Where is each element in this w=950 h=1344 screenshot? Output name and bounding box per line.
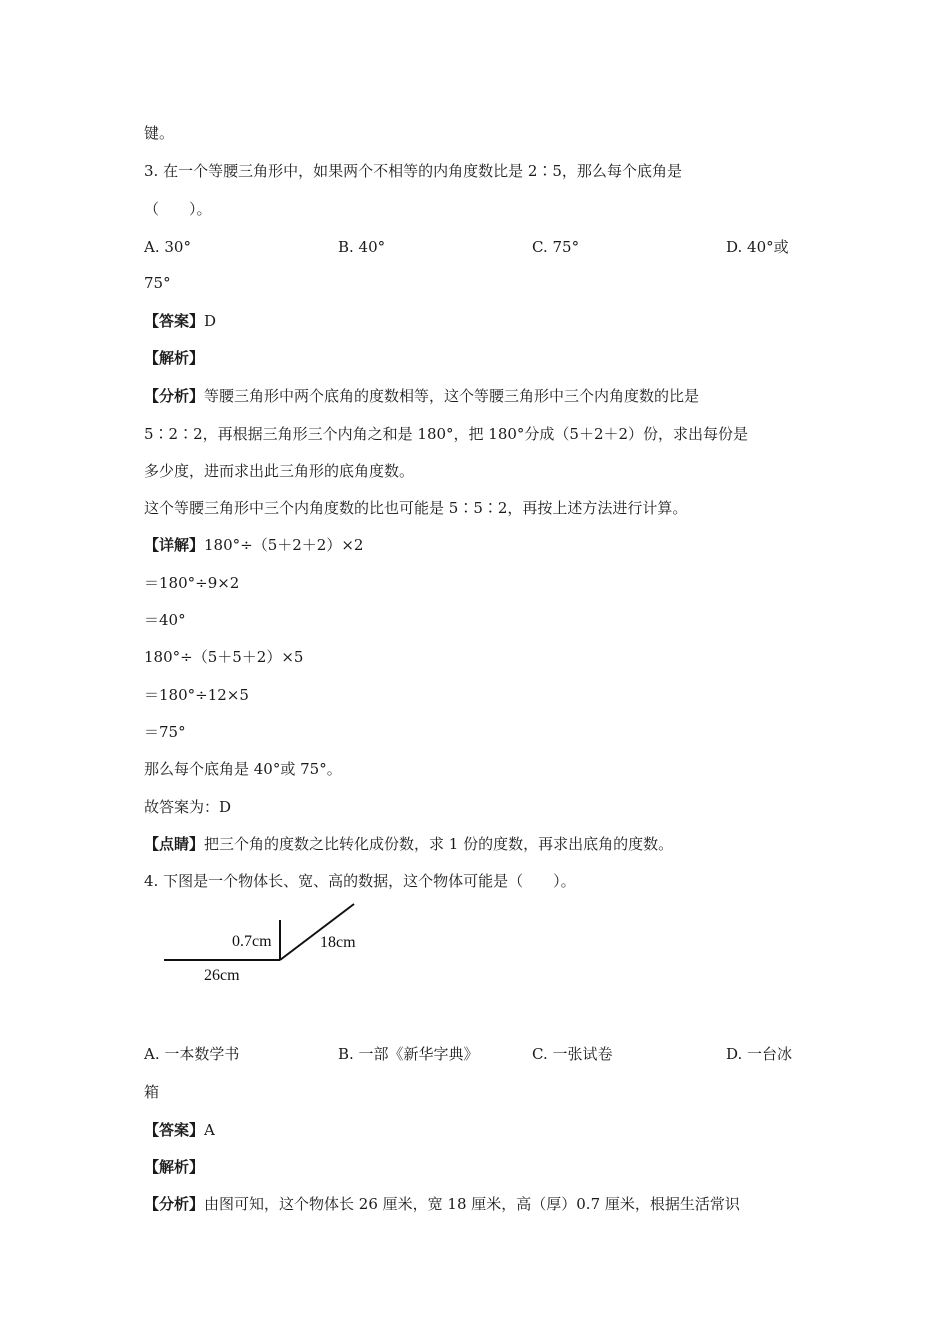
q3-detail-line <box>144 534 363 556</box>
height-label: 0.7cm <box>232 933 272 950</box>
q4-analysis-heading: 【解析】 <box>144 1158 205 1176</box>
q3-analysis-line: 多少度，进而求出此三角形的底角度数。 <box>144 462 415 480</box>
q3-calc-line: 180°÷（5＋5＋2）×5 <box>144 648 304 666</box>
question-4-stem: 4. 下图是一个物体长、宽、高的数据，这个物体可能是（ ）。 <box>144 872 576 890</box>
q3-calc-line: ＝75° <box>144 723 186 741</box>
q4-analysis-line <box>144 1193 740 1215</box>
q3-calc-line: ＝180°÷12×5 <box>144 686 249 704</box>
fenxi-tag: 【分析】 <box>144 387 205 405</box>
width-label: 18cm <box>320 934 356 951</box>
q4-option-b: B. 一部《新华字典》 <box>338 1045 479 1063</box>
xiangjie-text: 180°÷（5＋2＋2）×2 <box>204 536 364 554</box>
q3-conclusion: 那么每个底角是 40°或 75°。 <box>144 760 342 778</box>
q3-answer <box>144 310 216 332</box>
question-3-stem: 3. 在一个等腰三角形中，如果两个不相等的内角度数比是 2∶5，那么每个底角是 <box>144 162 682 180</box>
q4-option-a: A. 一本数学书 <box>144 1045 240 1063</box>
dianjing-tag: 【点睛】 <box>144 835 205 853</box>
q4-option-d: D. 一台冰 <box>726 1045 793 1063</box>
answer-value: A <box>204 1121 215 1139</box>
q3-option-b: B. 40° <box>338 238 386 256</box>
q3-calc-line: ＝40° <box>144 611 186 629</box>
q3-comment <box>144 833 673 855</box>
width-line <box>280 904 354 960</box>
q3-option-c: C. 75° <box>532 238 580 256</box>
q3-analysis-line: 5∶2∶2，再根据三角形三个内角之和是 180°，把 180°分成（5＋2＋2）份，求出每份是 <box>144 425 749 443</box>
answer-tag: 【答案】 <box>144 312 205 330</box>
fenxi-text: 等腰三角形中两个底角的度数相等，这个等腰三角形中三个内角度数的比是 <box>204 387 700 405</box>
q3-option-a: A. 30° <box>144 238 191 256</box>
q3-analysis-line: 这个等腰三角形中三个内角度数的比也可能是 5∶5∶2，再按上述方法进行计算。 <box>144 499 688 517</box>
q4-option-d-wrap: 箱 <box>144 1083 160 1101</box>
answer-value: D <box>204 312 217 330</box>
q3-option-d-wrap: 75° <box>144 274 171 292</box>
q3-option-d: D. 40°或 <box>726 238 789 256</box>
fenxi-text: 由图可知，这个物体长 26 厘米，宽 18 厘米，高（厚）0.7 厘米，根据生活常识 <box>204 1195 740 1213</box>
q4-answer <box>144 1119 215 1141</box>
q3-analysis-heading: 【解析】 <box>144 349 205 367</box>
length-label: 26cm <box>204 967 240 984</box>
q4-option-c: C. 一张试卷 <box>532 1045 613 1063</box>
fenxi-tag: 【分析】 <box>144 1195 205 1213</box>
question-3-blank: （ ）。 <box>144 200 212 218</box>
xiangjie-tag: 【详解】 <box>144 536 205 554</box>
q3-calc-line: ＝180°÷9×2 <box>144 574 240 592</box>
text-line: 键。 <box>144 124 175 142</box>
q3-final-answer: 故答案为：D <box>144 798 232 816</box>
dimensions-figure <box>160 898 380 990</box>
answer-tag: 【答案】 <box>144 1121 205 1139</box>
q3-analysis-line <box>144 385 699 407</box>
dianjing-text: 把三个角的度数之比转化成份数，求 1 份的度数，再求出底角的度数。 <box>204 835 674 853</box>
